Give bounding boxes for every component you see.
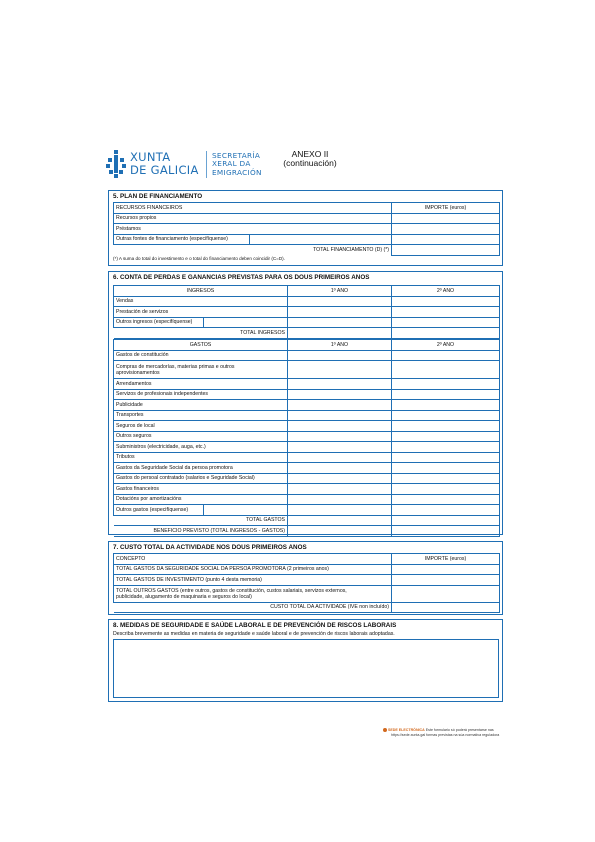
total-expenses-label: TOTAL GASTOS (114, 515, 288, 526)
year-2-total-input[interactable] (392, 515, 500, 526)
total-activity-cost-label: CUSTO TOTAL DA ACTIVIDADE (IVE non incluído) (114, 602, 392, 613)
financing-table (113, 202, 500, 256)
year-2-header: 2º ANO (392, 340, 500, 351)
row-label-line: Compras de mercadorías, materias primas e outros (116, 363, 235, 370)
section-6-title: 6. CONTA DE PERDAS E GANANCIAS PREVISTAS PARA OS DOUS PRIMEIROS ANOS (113, 274, 370, 281)
year-1-input[interactable] (288, 361, 392, 379)
year-1-input[interactable] (288, 494, 392, 505)
row-label-multiline (114, 585, 392, 602)
row-label: Transportes (114, 410, 288, 421)
year-1-input[interactable] (288, 473, 392, 484)
section-5-title: 5. PLAN DE FINANCIAMENTO (113, 193, 203, 200)
year-1-header: 1º ANO (288, 340, 392, 351)
dept-line-3: EMIGRACIÓN (212, 167, 262, 177)
section-8-title: 8. MEDIDAS DE SEGURIDADE E SAÚDE LABORAL E DE PREVENCIÓN DE RISCOS LABORAIS (113, 622, 397, 629)
annex-label: ANEXO II (291, 149, 329, 159)
row-label: Tributos (114, 452, 288, 463)
year-1-input[interactable] (288, 350, 392, 361)
xunta-logo-icon (106, 150, 126, 178)
col-header-amount: IMPORTE (euros) (392, 203, 500, 214)
year-1-header: 1º ANO (288, 286, 392, 297)
row-label-line: aprovisionamentos (116, 369, 160, 376)
col-header-concept: CONCEPTO (114, 554, 392, 565)
row-label-line: publicidade, alugamento de maquinaria e seguros do local) (116, 593, 252, 600)
safety-measures-textarea[interactable] (113, 639, 499, 698)
year-2-input[interactable] (392, 410, 500, 421)
expected-profit-label: BENEFICIO PREVISTO (TOTAL INGRESOS - GASTOS) (114, 526, 288, 537)
year-1-input[interactable] (288, 410, 392, 421)
row-label: Outras fontes de financiamento (especifíquense) (114, 234, 250, 245)
row-label: Outros ingresos (especifíquense) (114, 317, 204, 328)
year-2-total-input[interactable] (392, 328, 500, 339)
year-2-input[interactable] (392, 421, 500, 432)
department-name (212, 152, 262, 177)
year-1-input[interactable] (288, 505, 392, 516)
row-label: Recursos propios (114, 213, 392, 224)
footer-line-2 (383, 733, 508, 738)
expenses-header: GASTOS (114, 340, 288, 351)
annex-title (280, 150, 340, 168)
col-header-amount: IMPORTE (euros) (392, 554, 500, 565)
year-1-input[interactable] (288, 442, 392, 453)
row-label: Dotacións por amortizacións (114, 494, 288, 505)
row-label: Outros seguros (114, 431, 288, 442)
year-2-input[interactable] (392, 505, 500, 516)
amount-input[interactable] (392, 575, 500, 586)
total-income-label: TOTAL INGRESOS (114, 328, 288, 339)
year-1-input[interactable] (288, 379, 392, 390)
year-2-input[interactable] (392, 494, 500, 505)
year-1-input[interactable] (288, 296, 392, 307)
annex-continuation: (continuación) (283, 158, 337, 168)
year-2-input[interactable] (392, 361, 500, 379)
row-label: Gastos do persoal contratado (salarios e Seguridade Social) (114, 473, 288, 484)
specify-input[interactable] (250, 234, 392, 245)
row-label: Préstamos (114, 224, 392, 235)
section-total-cost (108, 541, 503, 615)
sede-url[interactable]: https://sede.xunta.gal (391, 733, 426, 737)
year-1-input[interactable] (288, 389, 392, 400)
year-2-input[interactable] (392, 307, 500, 318)
row-label: Gastos financeiros (114, 484, 288, 495)
row-label: Subministros (electricidade, auga, etc.) (114, 442, 288, 453)
amount-input[interactable] (392, 234, 500, 245)
year-2-input[interactable] (392, 431, 500, 442)
year-1-input[interactable] (288, 307, 392, 318)
year-1-input[interactable] (288, 317, 392, 328)
income-table (113, 285, 500, 339)
section-financing-plan (108, 190, 503, 266)
year-1-input[interactable] (288, 400, 392, 411)
year-2-input[interactable] (392, 317, 500, 328)
year-1-input[interactable] (288, 431, 392, 442)
footer-text-1: Este formulario só poderá presentarse nas (425, 728, 494, 732)
section-7-title: 7. CUSTO TOTAL DA ACTIVIDADE NOS DOUS PRIMEIROS ANOS (113, 544, 307, 551)
footer-note (383, 728, 508, 738)
dept-line-2: XERAL DA (212, 159, 251, 169)
year-2-profit-input[interactable] (392, 526, 500, 537)
year-2-input[interactable] (392, 463, 500, 474)
col-header-resources: RECURSOS FINANCEIROS (114, 203, 392, 214)
income-header: INGRESOS (114, 286, 288, 297)
dept-line-1: SECRETARÍA (212, 151, 261, 160)
row-label-multiline (114, 361, 288, 379)
row-label: Publicidade (114, 400, 288, 411)
amount-input[interactable] (392, 585, 500, 602)
year-2-input[interactable] (392, 452, 500, 463)
year-1-input[interactable] (288, 463, 392, 474)
section-8-description: Describa brevemente as medidas en materia de seguridade e saúde laboral e de prevención de riscos laborais adoptadas. (113, 631, 395, 637)
row-label: Servizos de profesionais independentes (114, 389, 288, 400)
sede-icon (383, 728, 387, 732)
sede-label: SEDE ELECTRÓNICA (388, 728, 425, 732)
amount-input[interactable] (392, 564, 500, 575)
year-2-header: 2º ANO (392, 286, 500, 297)
specify-input[interactable] (204, 505, 288, 516)
section-profit-loss (108, 271, 503, 535)
footer-text-3: formas previstas na súa normativa reguladora (426, 733, 500, 737)
year-1-profit-input[interactable] (288, 526, 392, 537)
total-cost-table (113, 553, 500, 613)
row-label: Seguros de local (114, 421, 288, 432)
row-label: Arrendamentos (114, 379, 288, 390)
year-2-input[interactable] (392, 389, 500, 400)
year-2-input[interactable] (392, 296, 500, 307)
year-1-total-input[interactable] (288, 515, 392, 526)
row-label: Gastos de constitución (114, 350, 288, 361)
row-label: Gastos da Seguridade Social da persoa promotora (114, 463, 288, 474)
year-2-input[interactable] (392, 400, 500, 411)
year-2-input[interactable] (392, 473, 500, 484)
year-2-input[interactable] (392, 350, 500, 361)
row-label: Outros gastos (especifíquense) (114, 505, 204, 516)
amount-input[interactable] (392, 213, 500, 224)
row-label: Prestación de servizos (114, 307, 288, 318)
year-1-total-input[interactable] (288, 328, 392, 339)
row-label: TOTAL GASTOS DE INVESTIMENTO (punto 4 desta memoria) (114, 575, 392, 586)
total-activity-cost-input[interactable] (392, 602, 500, 613)
year-2-input[interactable] (392, 484, 500, 495)
row-label: Vendas (114, 296, 288, 307)
brand-name (130, 151, 199, 177)
row-label: TOTAL GASTOS DA SEGURIDADE SOCIAL DA PERSOA PROMOTORA (2 primeiros anos) (114, 564, 392, 575)
section-safety-measures (108, 619, 503, 702)
brand-line-1: XUNTA (130, 150, 171, 164)
year-1-input[interactable] (288, 421, 392, 432)
year-1-input[interactable] (288, 452, 392, 463)
financing-note: (*) A suma do total do investimento e o total do financiamento deben coincidir (C=D). (113, 256, 285, 261)
total-financing-label: TOTAL FINANCIAMENTO (D) (*) (114, 245, 392, 256)
brand-line-2: DE GALICIA (130, 163, 199, 177)
amount-input[interactable] (392, 224, 500, 235)
year-2-input[interactable] (392, 442, 500, 453)
expenses-table (113, 339, 500, 537)
total-financing-input[interactable] (392, 245, 500, 256)
year-2-input[interactable] (392, 379, 500, 390)
year-1-input[interactable] (288, 484, 392, 495)
specify-input[interactable] (204, 317, 288, 328)
brand-divider (206, 151, 207, 178)
row-label-line: TOTAL OUTROS GASTOS (entre outros, gastos de constitución, custos salariais, servizos externos, (116, 587, 347, 594)
